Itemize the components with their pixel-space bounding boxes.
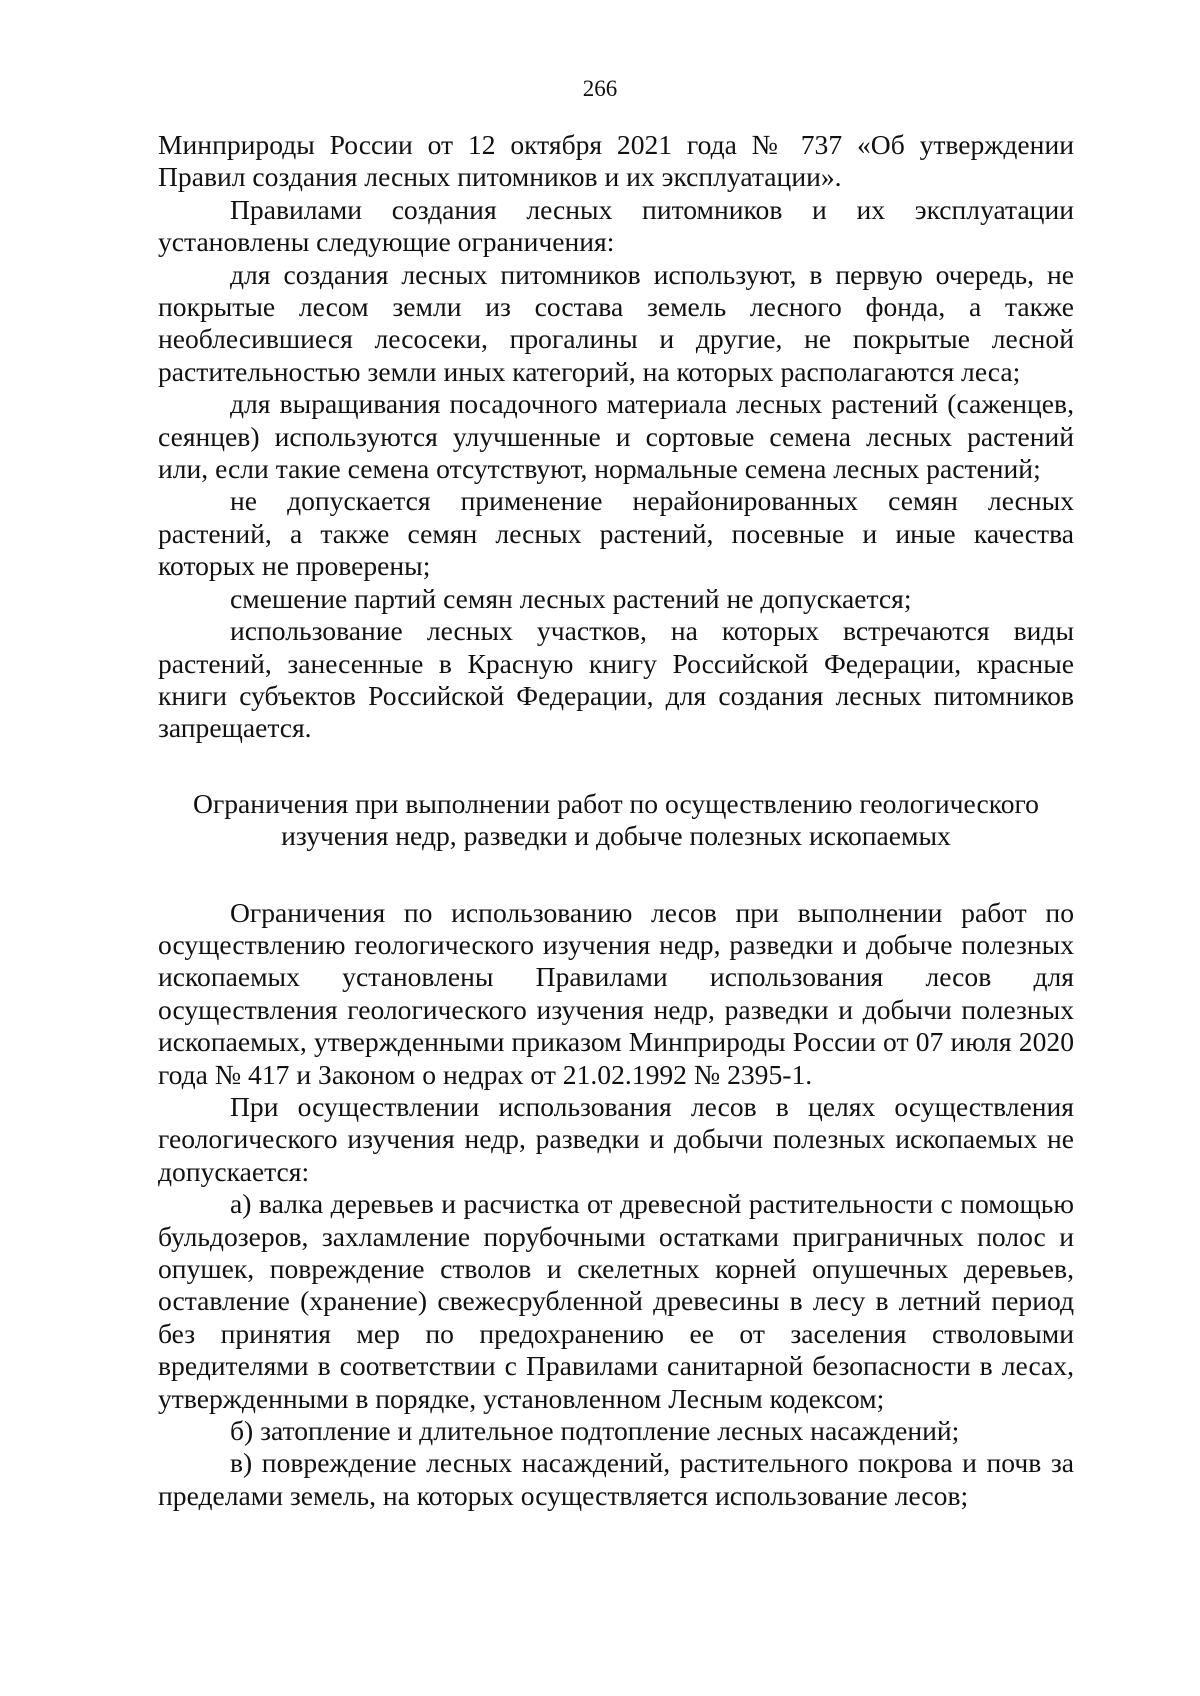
- paragraph-not-allowed-intro: При осуществлении использования лесов в целях осуществления геологического изучения недр, разведки и добычи полезных ископаемых не допускается:: [158, 1090, 1074, 1187]
- document-body: [158, 129, 1074, 1512]
- paragraph-geology-restrictions: Ограничения по использованию лесов при выполнении работ по осуществлению геологического изучения недр, разведки и добыче полезных ископаемых установлены Правилами использования лесов для осуществления геологического изучения недр, разведки и добычи полезных ископаемых, утвержденными приказом Минприроды России от 07 июля 2020 года № 417 и Законом о недрах от 21.02.1992 № 2395-1.: [158, 896, 1074, 1090]
- paragraph-nursery-lands: для создания лесных питомников используют, в первую очередь, не покрытые лесом земли из состава земель лесного фонда, а также необлесившиеся лесосеки, прогалины и другие, не покрытые лесной растительностью земли иных категорий, на которых располагаются леса;: [158, 258, 1074, 387]
- paragraph-red-book: использование лесных участков, на которых встречаются виды растений, занесенные в Красную книгу Российской Федерации, красные книги субъектов Российской Федерации, для создания лесных питомников запрещается.: [158, 615, 1074, 744]
- paragraph-rules-intro: Правилами создания лесных питомников и их эксплуатации установлены следующие ограничения:: [158, 193, 1074, 258]
- paragraph-item-v: в) повреждение лесных насаждений, растительного покрова и почв за пределами земель, на которых осуществляется использование лесов;: [158, 1447, 1074, 1511]
- page-number: 266: [582, 76, 618, 101]
- section-heading-line-2: изучения недр, разведки и добыче полезных ископаемых: [281, 820, 951, 852]
- section-heading: [158, 788, 1074, 853]
- paragraph-unzoned-seeds: не допускается применение нерайонированных семян лесных растений, а также семян лесных растений, посевные и иные качества которых не проверены;: [158, 485, 1074, 582]
- paragraph-item-b: б) затопление и длительное подтопление лесных насаждений;: [230, 1415, 960, 1447]
- paragraph-seed-material: для выращивания посадочного материала лесных растений (саженцев, сеянцев) используются улучшенные и сортовые семена лесных растений или, если такие семена отсутствуют, нормальные семена лесных растений;: [158, 388, 1074, 485]
- section-heading-line-1: Ограничения при выполнении работ по осуществлению геологического: [193, 787, 1039, 819]
- paragraph-seed-mixing: смешение партий семян лесных растений не допускается;: [230, 582, 912, 614]
- paragraph-order-reference: Минприроды России от 12 октября 2021 года № 737 «Об утверждении Правил создания лесных питомников и их эксплуатации».: [158, 129, 1074, 193]
- paragraph-item-a: а) валка деревьев и расчистка от древесной растительности с помощью бульдозеров, захламление порубочными остатками приграничных полос и опушек, повреждение стволов и скелетных корней опушечных деревьев, оставление (хранение) свежесрубленной древесины в лесу в летний период без принятия мер по предохранению ее от заселения стволовыми вредителями в соответствии с Правилами санитарной безопасности в лесах, утвержденными в порядке, установленном Лесным кодексом;: [158, 1188, 1074, 1414]
